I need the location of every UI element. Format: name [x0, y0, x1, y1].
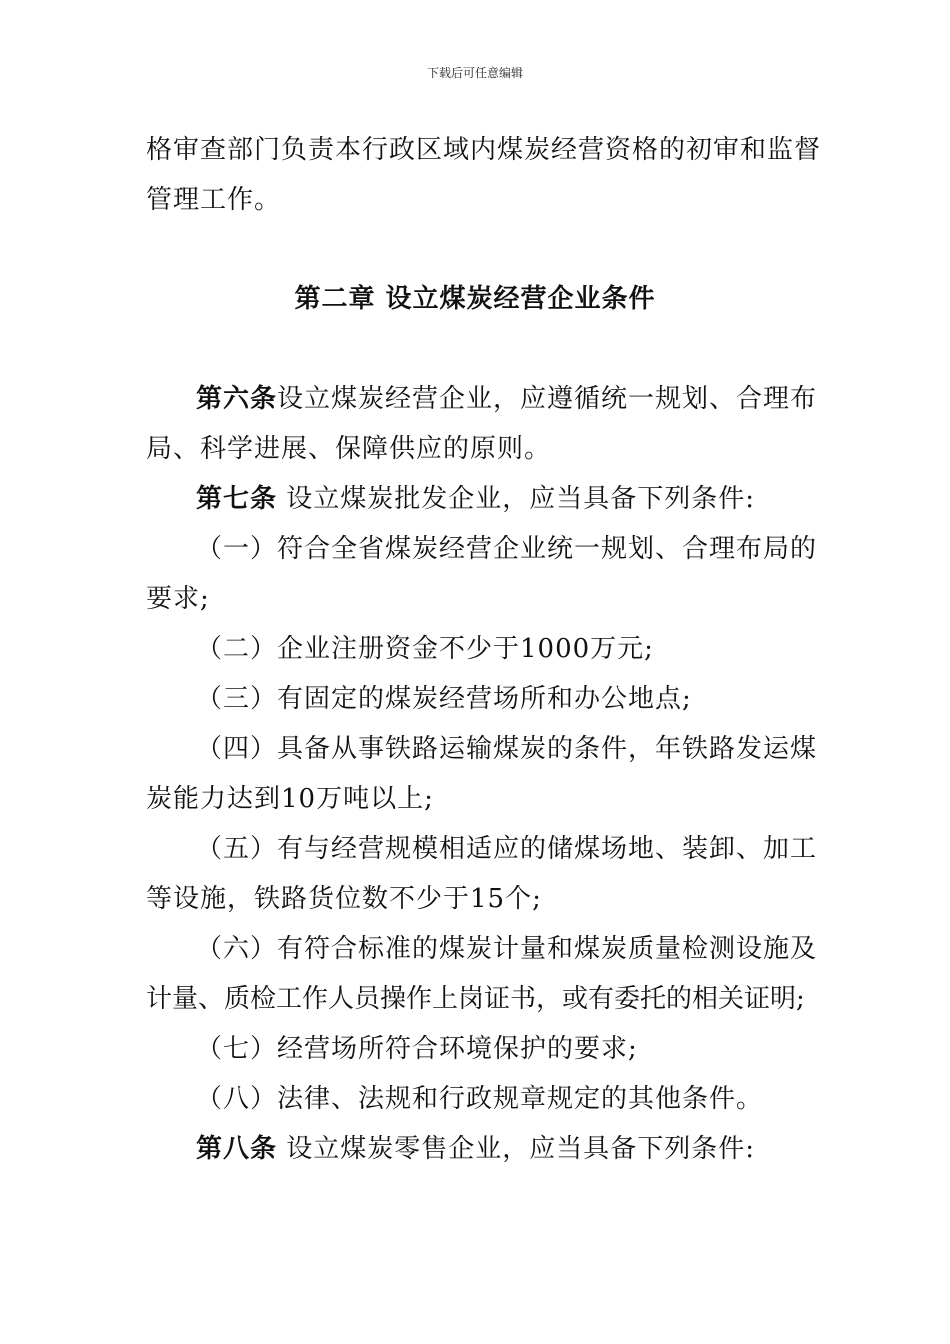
- list-item: （六）有符合标准的煤炭计量和煤炭质量检测设施及: [196, 934, 818, 964]
- article-6-text: 设立煤炭经营企业，应遵循统一规划、合理布: [277, 384, 818, 414]
- list-item-continuation: 要求;: [146, 584, 210, 614]
- list-item: （八）法律、法规和行政规章规定的其他条件。: [196, 1084, 764, 1114]
- article-6-label: 第六条: [196, 384, 278, 414]
- list-item-continuation: 等设施，铁路货位数不少于15个;: [146, 884, 542, 914]
- article-6-line: [196, 383, 817, 415]
- page-header: 下载后可任意编辑: [426, 66, 523, 80]
- article-7-intro: 设立煤炭批发企业，应当具备下列条件:: [277, 484, 756, 514]
- list-item: （一）符合全省煤炭经营企业统一规划、合理布局的: [196, 534, 818, 564]
- paragraph-line: 局、科学进展、保障供应的原则。: [146, 434, 552, 464]
- article-7-label: 第七条: [196, 484, 278, 514]
- article-8-label: 第八条: [196, 1134, 278, 1164]
- list-item: （五）有与经营规模相适应的储煤场地、装卸、加工: [196, 834, 818, 864]
- article-8-intro: 设立煤炭零售企业，应当具备下列条件:: [277, 1134, 756, 1164]
- list-item: （二）企业注册资金不少于1000万元;: [196, 634, 654, 664]
- article-7-line: [196, 483, 755, 515]
- paragraph-line: 管理工作。: [146, 185, 282, 215]
- list-item: （七）经营场所符合环境保护的要求;: [196, 1034, 638, 1064]
- list-item-continuation: 计量、质检工作人员操作上岗证书，或有委托的相关证明;: [146, 984, 805, 1014]
- list-item-continuation: 炭能力达到10万吨以上;: [146, 784, 434, 814]
- list-item: （四）具备从事铁路运输煤炭的条件，年铁路发运煤: [196, 734, 818, 764]
- chapter-title: 第二章 设立煤炭经营企业条件: [294, 284, 656, 314]
- list-item: （三）有固定的煤炭经营场所和办公地点;: [196, 684, 692, 714]
- article-8-line: [196, 1133, 755, 1165]
- paragraph-line: 格审查部门负责本行政区域内煤炭经营资格的初审和监督: [146, 135, 822, 165]
